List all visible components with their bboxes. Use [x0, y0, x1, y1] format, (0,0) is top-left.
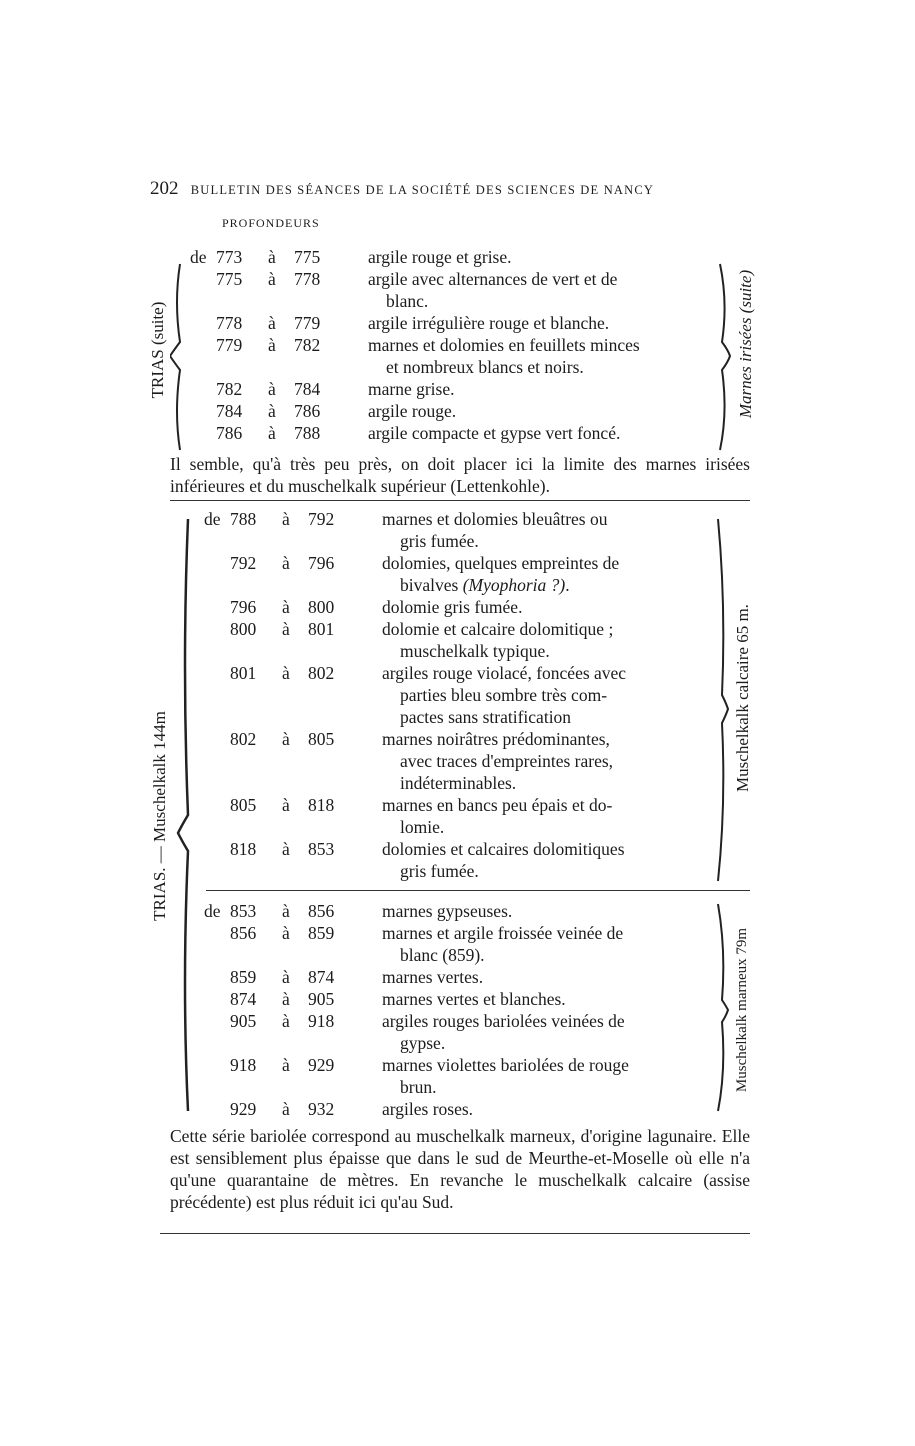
layer-description [368, 246, 713, 268]
layer-description [382, 900, 727, 922]
description-line: argiles rouge violacé, foncées avec [382, 663, 627, 683]
left-brace-muschelkalk [176, 515, 196, 1115]
depth-a: à [282, 795, 290, 815]
description-line: argile rouge et grise. [368, 247, 512, 267]
description-line: argile irrégulière rouge et blanche. [368, 313, 610, 333]
layer-description [382, 794, 727, 838]
description-line: marnes vertes. [382, 967, 484, 987]
depth-to: 818 [308, 795, 335, 815]
depth-de: de [204, 509, 221, 529]
depth-to: 786 [294, 401, 321, 421]
description-line: parties bleu sombre très com- [400, 685, 608, 705]
layer-description [382, 662, 727, 728]
layer-description [382, 1010, 727, 1054]
description-line: argile compacte et gypse vert foncé. [368, 423, 621, 443]
label-trias-muschelkalk-text: TRIAS. — Muschelkalk 144m [150, 711, 169, 921]
depth-from: 874 [230, 989, 257, 1009]
depth-a: à [282, 839, 290, 859]
depth-to: 775 [294, 247, 321, 267]
running-title: BULLETIN DES SÉANCES DE LA SOCIÉTÉ DES SCIENCES DE NANCY [190, 183, 655, 197]
depth-a: à [282, 923, 290, 943]
description-line: dolomies, quelques empreintes de [382, 553, 620, 573]
description-line: marne grise. [368, 379, 455, 399]
depth-a: à [282, 901, 290, 921]
depth-to: 800 [308, 597, 335, 617]
depth-a: à [268, 379, 276, 399]
description-line: bivalves (Myophoria ?). [400, 575, 570, 595]
depth-to: 801 [308, 619, 335, 639]
label-marnes-irisees-text: Marnes irisées (suite) [736, 269, 755, 419]
depth-a: à [268, 423, 276, 443]
running-header [150, 178, 750, 200]
label-muschelkalk-calcaire-text: Muschelkalk calcaire 65 m. [733, 604, 752, 792]
description-line: blanc (859). [400, 945, 485, 965]
depth-from: 796 [230, 597, 257, 617]
depth-from: 805 [230, 795, 257, 815]
column-heading-profondeurs: PROFONDEURS [222, 216, 320, 230]
paragraph-limite-marnes: Il semble, qu'à très peu près, on doit placer ici la limite des marnes irisées inférieures et du muschelkalk supérieur (Lettenkohle). [170, 454, 750, 496]
depth-from: 788 [230, 509, 257, 529]
label-trias-suite [148, 280, 168, 420]
left-brace-section1 [170, 262, 190, 452]
depth-from: 782 [216, 379, 243, 399]
description-line: brun. [400, 1077, 437, 1097]
depth-to: 932 [308, 1099, 335, 1119]
divider-top [170, 500, 750, 501]
description-line: dolomie gris fumée. [382, 597, 523, 617]
depth-to: 788 [294, 423, 321, 443]
layer-description [382, 988, 727, 1010]
paragraph-serie-bariolee: Cette série bariolée correspond au muschelkalk marneux, d'origine lagunaire. Elle est sensiblement plus épaisse que dans le sud de Meurthe-et-Moselle où elle n'a qu'une quarantaine de mètres. En revanche le muschelkalk calcaire (assise précédente) est plus réduit ici qu'au Sud. [170, 1126, 750, 1212]
depth-from: 802 [230, 729, 257, 749]
layer-description [368, 312, 713, 334]
description-line: marnes noirâtres prédominantes, [382, 729, 610, 749]
depth-from: 859 [230, 967, 257, 987]
depth-a: à [268, 269, 276, 289]
layer-description [382, 596, 727, 618]
depth-a: à [282, 509, 290, 529]
depth-from: 801 [230, 663, 257, 683]
depth-a: à [268, 335, 276, 355]
divider-bottom [160, 1233, 750, 1234]
description-line: indéterminables. [400, 773, 517, 793]
depth-to: 784 [294, 379, 321, 399]
layer-description [382, 922, 727, 966]
depth-to: 918 [308, 1011, 335, 1031]
divider-middle [206, 890, 750, 891]
depth-a: à [282, 989, 290, 1009]
depth-from: 775 [216, 269, 243, 289]
description-line: marnes vertes et blanches. [382, 989, 566, 1009]
depth-to: 792 [308, 509, 335, 529]
depth-from: 779 [216, 335, 243, 355]
description-line: marnes en bancs peu épais et do- [382, 795, 613, 815]
description-line: dolomies et calcaires dolomitiques [382, 839, 625, 859]
description-line: gris fumée. [400, 861, 479, 881]
label-muschelkalk-calcaire [733, 593, 753, 803]
layer-description [382, 618, 727, 662]
depth-from: 918 [230, 1055, 257, 1075]
description-line: gypse. [400, 1033, 446, 1053]
description-line: muschelkalk typique. [400, 641, 550, 661]
description-line: marnes et dolomies en feuillets minces [368, 335, 640, 355]
depth-to: 853 [308, 839, 335, 859]
depth-a: à [282, 553, 290, 573]
depth-from: 856 [230, 923, 257, 943]
page-number: 202 [150, 178, 179, 199]
depth-de: de [204, 901, 221, 921]
depth-a: à [282, 619, 290, 639]
depth-to: 874 [308, 967, 335, 987]
label-trias-suite-text: TRIAS (suite) [148, 301, 167, 399]
description-line: lomie. [400, 817, 445, 837]
depth-a: à [282, 967, 290, 987]
depth-a: à [282, 1099, 290, 1119]
depth-from: 773 [216, 247, 243, 267]
depth-from: 853 [230, 901, 257, 921]
layer-description [382, 838, 727, 882]
layer-description [382, 728, 727, 794]
layer-description [368, 268, 713, 312]
label-muschelkalk-marneux-text: Muschelkalk marneux 79m [734, 927, 750, 1093]
depth-from: 929 [230, 1099, 257, 1119]
depth-a: à [268, 247, 276, 267]
description-line: marnes et dolomies bleuâtres ou [382, 509, 608, 529]
label-muschelkalk-marneux [731, 915, 751, 1105]
description-line: pactes sans stratification [400, 707, 572, 727]
right-brace-section1 [712, 262, 732, 452]
depth-from: 786 [216, 423, 243, 443]
depth-a: à [282, 1055, 290, 1075]
depth-to: 905 [308, 989, 335, 1009]
layer-description [382, 1054, 727, 1098]
description-line: gris fumée. [400, 531, 479, 551]
layer-description [382, 508, 727, 552]
depth-a: à [268, 401, 276, 421]
description-line: marnes et argile froissée veinée de [382, 923, 624, 943]
depth-to: 796 [308, 553, 335, 573]
depth-to: 805 [308, 729, 335, 749]
depth-to: 782 [294, 335, 321, 355]
depth-to: 802 [308, 663, 335, 683]
label-marnes-irisees-suite [736, 254, 756, 434]
depth-de: de [190, 247, 207, 267]
depth-a: à [282, 1011, 290, 1031]
depth-from: 818 [230, 839, 257, 859]
label-trias-muschelkalk [150, 696, 170, 936]
description-line: argile avec alternances de vert et de [368, 269, 618, 289]
depth-from: 905 [230, 1011, 257, 1031]
layer-description [382, 552, 727, 596]
depth-to: 856 [308, 901, 335, 921]
layer-description [368, 334, 713, 378]
layer-description [382, 966, 727, 988]
depth-from: 792 [230, 553, 257, 573]
depth-to: 929 [308, 1055, 335, 1075]
depth-a: à [268, 313, 276, 333]
description-line: marnes gypseuses. [382, 901, 513, 921]
depth-from: 800 [230, 619, 257, 639]
depth-from: 784 [216, 401, 243, 421]
depth-a: à [282, 663, 290, 683]
description-line: marnes violettes bariolées de rouge [382, 1055, 629, 1075]
depth-a: à [282, 729, 290, 749]
description-line: argiles roses. [382, 1099, 474, 1119]
depth-to: 778 [294, 269, 321, 289]
layer-description [368, 422, 713, 444]
depth-a: à [282, 597, 290, 617]
depth-to: 859 [308, 923, 335, 943]
layer-description [368, 378, 713, 400]
description-line: blanc. [386, 291, 429, 311]
layer-description [382, 1098, 727, 1120]
description-line: et nombreux blancs et noirs. [386, 357, 584, 377]
description-line: dolomie et calcaire dolomitique ; [382, 619, 614, 639]
depth-to: 779 [294, 313, 321, 333]
layer-description [368, 400, 713, 422]
description-line: avec traces d'empreintes rares, [400, 751, 614, 771]
description-line: argiles rouges bariolées veinées de [382, 1011, 625, 1031]
depth-from: 778 [216, 313, 243, 333]
description-line: argile rouge. [368, 401, 457, 421]
